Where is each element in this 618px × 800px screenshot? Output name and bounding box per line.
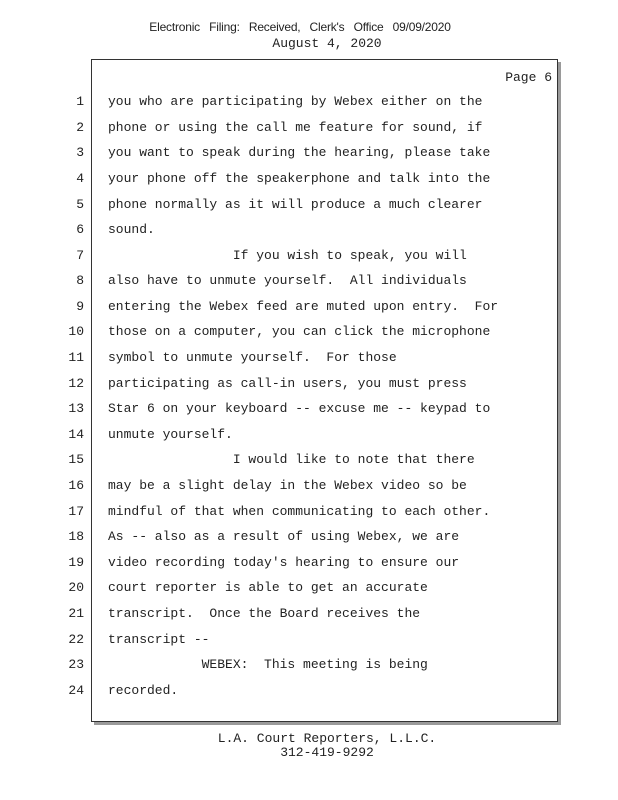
line-text: your phone off the speakerphone and talk into the [108, 171, 491, 186]
line-number: 3 [76, 145, 84, 160]
line-text: transcript -- [108, 632, 210, 647]
line-number: 23 [68, 657, 84, 672]
line-number: 16 [68, 478, 84, 493]
line-text: court reporter is able to get an accurate [108, 580, 428, 595]
transcript-line [0, 220, 618, 240]
line-number: 5 [76, 197, 84, 212]
transcript-line [0, 246, 618, 266]
transcript-line [0, 297, 618, 317]
line-text: As -- also as a result of using Webex, we are [108, 529, 460, 544]
line-text: WEBEX: This meeting is being [108, 657, 428, 672]
line-text: transcript. Once the Board receives the [108, 606, 421, 621]
transcript-line [0, 271, 618, 291]
line-text: may be a slight delay in the Webex video so be [108, 478, 467, 493]
line-number: 22 [68, 632, 84, 647]
line-number: 12 [68, 376, 84, 391]
transcript-line [0, 92, 618, 112]
line-number: 9 [76, 299, 84, 314]
transcript-line [0, 527, 618, 547]
line-text: unmute yourself. [108, 427, 233, 442]
line-number: 18 [68, 529, 84, 544]
transcript-line [0, 476, 618, 496]
transcript-line [0, 143, 618, 163]
line-number: 11 [68, 350, 84, 365]
line-number: 15 [68, 452, 84, 467]
reporter-company: L.A. Court Reporters, L.L.C. [217, 731, 437, 746]
transcript-line [0, 348, 618, 368]
line-number: 1 [76, 94, 84, 109]
line-text: video recording today's hearing to ensure our [108, 555, 460, 570]
line-text: recorded. [108, 683, 179, 698]
line-number: 17 [68, 504, 84, 519]
line-text: entering the Webex feed are muted upon entry. For [108, 299, 499, 314]
transcript-line [0, 399, 618, 419]
line-text: mindful of that when communicating to each other. [108, 504, 491, 519]
line-number: 14 [68, 427, 84, 442]
line-number: 8 [76, 273, 84, 288]
transcript-line [0, 553, 618, 573]
line-number: 2 [76, 120, 84, 135]
line-text: you want to speak during the hearing, please take [108, 145, 491, 160]
transcript-line [0, 322, 618, 342]
page-footer [0, 732, 618, 760]
transcript-line [0, 450, 618, 470]
line-text: those on a computer, you can click the microphone [108, 324, 491, 339]
transcript-line [0, 578, 618, 598]
transcript-line [0, 630, 618, 650]
line-number: 6 [76, 222, 84, 237]
transcript-line [0, 655, 618, 675]
line-number: 21 [68, 606, 84, 621]
transcript-line [0, 118, 618, 138]
line-number: 19 [68, 555, 84, 570]
filing-stamp: Electronic Filing: Received, Clerk's Office 09/09/2020 [149, 20, 451, 34]
transcript-line [0, 195, 618, 215]
transcript-line [0, 169, 618, 189]
line-number: 10 [68, 324, 84, 339]
transcript-line [0, 502, 618, 522]
line-text: symbol to unmute yourself. For those [108, 350, 397, 365]
line-text: I would like to note that there [108, 452, 475, 467]
line-text: Star 6 on your keyboard -- excuse me -- keypad to [108, 401, 491, 416]
line-number: 24 [68, 683, 84, 698]
line-text: participating as call-in users, you must press [108, 376, 467, 391]
line-number: 20 [68, 580, 84, 595]
line-number: 7 [76, 248, 84, 263]
page-number: Page 6 [505, 70, 552, 85]
line-text: If you wish to speak, you will [108, 248, 467, 263]
line-text: phone or using the call me feature for sound, if [108, 120, 483, 135]
transcript-line [0, 425, 618, 445]
line-text: also have to unmute yourself. All individuals [108, 273, 467, 288]
reporter-phone: 312-419-9292 [280, 745, 374, 760]
line-text: phone normally as it will produce a much clearer [108, 197, 483, 212]
transcript-line [0, 604, 618, 624]
hearing-date: August 4, 2020 [272, 36, 382, 51]
line-number: 13 [68, 401, 84, 416]
line-text: sound. [108, 222, 155, 237]
line-text: you who are participating by Webex either on the [108, 94, 483, 109]
transcript-line [0, 681, 618, 701]
transcript-line [0, 374, 618, 394]
line-number: 4 [76, 171, 84, 186]
